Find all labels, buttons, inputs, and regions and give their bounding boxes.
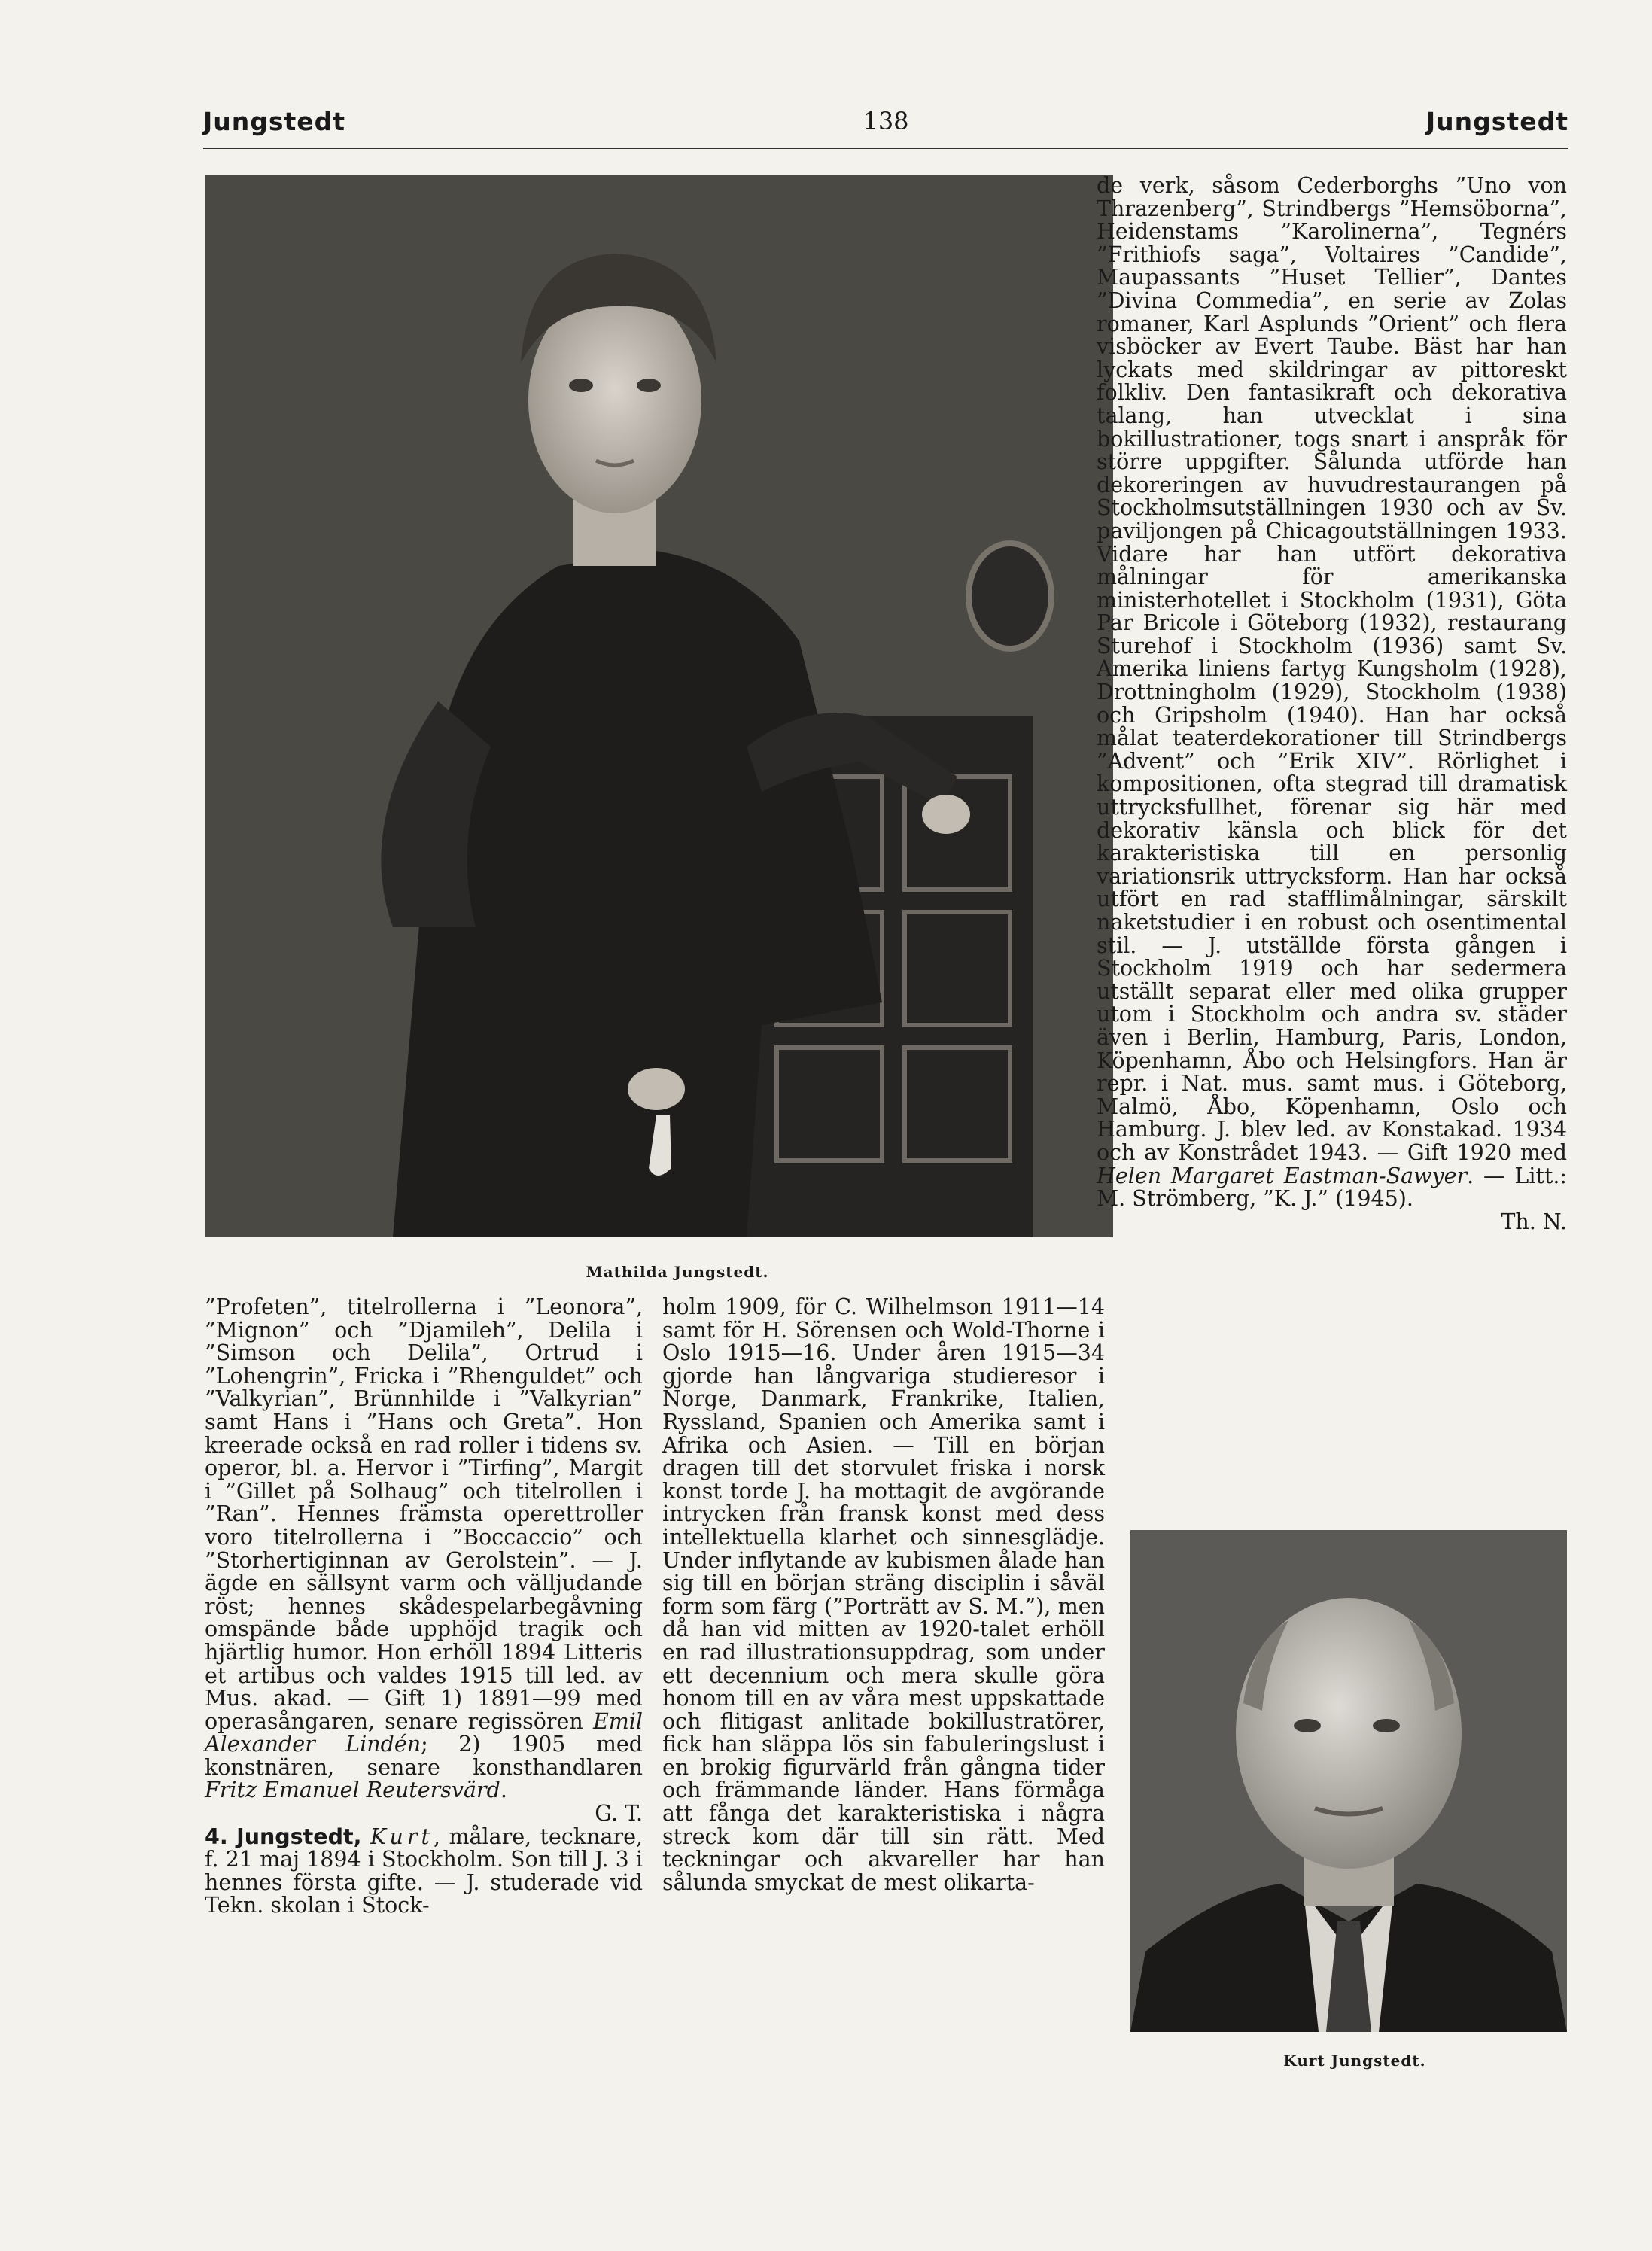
article-left-column — [205, 1296, 643, 1918]
caption-kurt: Kurt Jungstedt. — [1283, 2052, 1426, 2070]
middle-column-text: holm 1909, för C. Wilhelmson 1911—14 samt för H. Sörensen och Wold-Thorne i Oslo 1915—16. Under åren 1915—34 gjorde han långvariga studieresor i Norge, Danmark, Frankrike, Italien, Ryssland, Spanien och Amerika samt i Afrika och Asien. — Till en början dragen till det storvulet friska i norsk konst torde J. ha mottagit de avgörande intrycken från fransk konst med dess intellektuella klarhet och sinnesglädje. Under inflytande av kubismen ålade han sig till en början sträng disciplin i såväl form som färg (”Porträtt av S. M.”), men då han vid mitten av 1920-talet erhöll en rad illustrationsuppdrag, som under ett decennium och mera skulle göra honom till en av våra mest uppskattade och flitigast anlitade bokillustratörer, fick han släppa lös sin fabuleringslust i en brokig figurvärld från gångna tider och främmande länder. Hans förmåga att fånga det karakteristiska i några streck kom där till sin rätt. Med teckningar och akvareller har han sålunda smyckat de mest olikarta- — [662, 1294, 1105, 1895]
article-right-column — [1097, 175, 1567, 1233]
running-header — [203, 107, 1568, 144]
entry-surname: Jungstedt, — [236, 1824, 362, 1849]
spouse-mathilda-1: Emil Alexander Lindén — [205, 1708, 643, 1757]
entry-text: , målare, tecknare, f. 21 maj 1894 i Stockholm. Son till J. 3 i hennes första gifte. — J. studerade vid Tekn. skolan i Stock- — [205, 1824, 643, 1918]
mathilda-text-end: . — [500, 1778, 507, 1803]
entry-firstname: Kurt — [370, 1824, 434, 1849]
mathilda-entry-continuation — [205, 1296, 643, 1802]
article-middle-column — [662, 1296, 1105, 1894]
entry-number: 4. — [205, 1824, 228, 1849]
kurt-entry-start — [205, 1826, 643, 1918]
portrait-mathilda-illustration — [205, 175, 1113, 1237]
right-column-literature: . — Litt.: M. Strömberg, ”K. J.” (1945). — [1097, 1163, 1567, 1212]
right-column-paragraph — [1097, 175, 1567, 1211]
header-rule — [203, 148, 1568, 149]
header-right-name: Jungstedt — [1425, 107, 1568, 136]
right-column-text: de verk, såsom Cederborghs ”Uno von Thrazenberg”, Strindbergs ”Hemsöborna”, Heidenstams ”Karolinerna”, Tegnérs ”Frithiofs saga”, Voltaires ”Candide”, Maupassants ”Huset Tellier”, Dantes ”Divina Commedia”, en serie av Zolas romaner, Karl Asplunds ”Orient” och flera visböcker av Evert Taube. Bäst har han lyckats med skildringar av pittoreskt folkliv. Den fantasikraft och dekorativa talang, han utvecklat i sina bokillustrationer, togs snart i anspråk för större uppgifter. Sålunda utförde han dekoreringen av huvudrestaurangen på Stockholmsutställningen 1930 och av Sv. paviljongen på Chicagoutställningen 1933. Vidare har han utfört dekorativa målningar för amerikanska ministerhotellet i Stockholm (1931), Göta Par Bricole i Göteborg (1932), restaurang Sturehof i Stockholm (1936) samt Sv. Amerika liniens fartyg Kungsholm (1928), Drottningholm (1929), Stockholm (1938) och Gripsholm (1940). Han har också målat teaterdekorationer till Strindbergs ”Advent” och ”Erik XIV”. Rörlighet i kompositionen, ofta stegrad till dramatisk uttrycksfullhet, förenar sig här med dekorativ känsla och blick för det karakteristiska till en personlig variationsrik uttrycksform. Han har också utfört en rad stafflimålningar, särskilt naketstudier i en robust och osentimental stil. — J. utställde första gången i Stockholm 1919 och har sedermera utställt separat eller med olika grupper utom i Stockholm och andra sv. städer även i Berlin, Hamburg, Paris, London, Köpenhamn, Åbo och Helsingfors. Han är repr. i Nat. mus. samt mus. i Göteborg, Malmö, Åbo, Köpenhamn, Oslo och Hamburg. J. blev led. av Konstakad. 1934 och av Konstrådet 1943. — Gift 1920 med — [1097, 173, 1567, 1165]
portrait-kurt — [1130, 1530, 1567, 2032]
header-left-name: Jungstedt — [203, 107, 346, 136]
mathilda-text-mid: ; 2) 1905 med konstnären, senare konsthandlaren — [205, 1732, 643, 1780]
signature-th-n: Th. N. — [1501, 1209, 1567, 1234]
caption-mathilda: Mathilda Jungstedt. — [586, 1263, 769, 1281]
signature-g-t: G. T. — [595, 1801, 643, 1827]
mathilda-text: ”Profeten”, titelrollerna i ”Leonora”, ”Mignon” och ”Djamileh”, Delila i ”Simson och Delila”, Ortrud i ”Lohengrin”, Fricka i ”Rhenguldet” och ”Valkyrian”, Brünnhilde i ”Valkyrian” samt Hans i ”Hans och Greta”. Hon kreerade också en rad roller i tidens sv. operor, bl. a. Hervor i ”Tirfing”, Margit i ”Gillet på Solhaug” och titelrollen i ”Ran”. Hennes främsta operettroller voro titelrollerna i ”Boccaccio” och ”Storhertiginnan av Gerolstein”. — J. ägde en sällsynt varm och välljudande röst; hennes skådespelarbegåvning omspände både upphöjd tragik och hjärtlig humor. Hon erhöll 1894 Litteris et artibus och valdes 1915 till led. av Mus. akad. — Gift 1) 1891—99 med operasångaren, senare regissören — [205, 1294, 643, 1734]
spouse-mathilda-2: Fritz Emanuel Reutersvärd — [205, 1778, 500, 1803]
spouse-kurt: Helen Margaret Eastman-Sawyer — [1097, 1163, 1468, 1188]
page-number: 138 — [863, 107, 909, 135]
portrait-mathilda — [205, 175, 1113, 1237]
portrait-kurt-illustration — [1130, 1530, 1567, 2032]
